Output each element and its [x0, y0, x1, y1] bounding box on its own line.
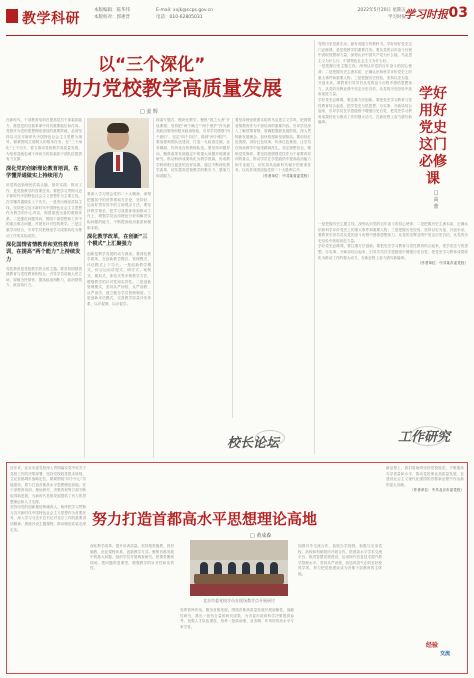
meeting-photo-wall	[190, 540, 288, 560]
article1-para: 用党的创新理论武装头脑、指导实践、推动工作，是党校教学的首要任务。要把学习贯彻习近平新时代中国特色社会主义思想作为主课主线，在学懂弄通做实上下功夫。一是突出理论武装主线，坚持把习近平新时代中国特色社会主义思想作为教学的中心内容，构建系统完备的课程体系。二是强化问题导向，围绕干部思想和工作中的重点难点问题，开展有针对性的教学。三是注重学用结合，引导学员把理论学习成果转化为推动工作的实际成效。	[6, 183, 82, 238]
right-article-para: 一是把握历史主题主线，深刻认识党的百年奋斗的初心使命；二是把握历史主流本质，正确认识和科学评价党史上的重大事件和重要人物；三是把握历史经验，坚持以史为鉴、开创未来。要教育引导学员从党的奋斗历程中感悟思想伟力，从党的光辉业绩中坚定历史自信，从党的历史经验中汲取前进力量。	[318, 64, 412, 97]
bottom-article-author: □ 黄成森	[250, 533, 272, 539]
article-author: □ 姜 辉	[140, 109, 158, 115]
article1-para: 在新时代，干部教育培训在提高党员干部素质能力、推进党的自我革命中具有重要地位和作用。党校作为党的思想理论建设的重要阵地，必须坚持以习近平新时代中国特色社会主义思想为指导，紧紧围绕立德树人的根本任务，在“三个深化”上下功夫，着力推动党校教学高质量发展，为培养造就忠诚干净担当的高素质干部队伍提供有力支撑。	[6, 118, 82, 162]
article1-subheading-3: 深化国情省情教育和党性教育培训，在提高“两个能力”上持续发力	[6, 242, 81, 263]
bottom-article-para: 新征程上，我们将始终坚持党校姓党，不断提高办学质量和水平，推动党校事业高质量发展，在建设社会主义现代化强国的首都新征程中作出新的更大贡献。	[386, 466, 464, 487]
section-marker	[6, 9, 18, 23]
bottom-article-column-5	[386, 466, 464, 632]
article1-column-3	[156, 118, 230, 418]
meeting-photo-table	[194, 574, 284, 584]
experience-exchange-label: 经验	[426, 642, 439, 649]
bottom-article-column-1	[10, 466, 86, 670]
meeting-photo-caption: 北京市委党校学员在现场教学点开展研讨	[203, 598, 275, 603]
page-header	[6, 4, 468, 36]
column-divider	[153, 118, 154, 458]
bottom-article-note: （作者单位：中共北京市委党校）	[410, 488, 464, 493]
author-portrait-photo	[87, 118, 149, 188]
bottom-article-para: 发挥智库作用，服务首都发展。围绕首都高质量发展开展前瞻性、战略性研究，推出一批有分量的研究成果，为市委市政府科学决策提供参考。加强人才队伍建设，培养一批政治强、业务精、作风好的高水平专家学者。	[180, 608, 294, 629]
right-article-column-2	[318, 222, 468, 408]
article1-subheading-2: 深化教学改革，在创新“三个模式”上汇聚强力	[87, 234, 148, 248]
date-line: 2022年5月20日 星期五	[357, 8, 406, 13]
proofreader-line: 本版校对：郭惠晋	[94, 15, 130, 20]
contact-info	[156, 7, 213, 21]
work-research-logo	[396, 414, 456, 450]
bottom-article-title: 努力打造首都高水平思想理论高地	[92, 510, 318, 528]
portrait-hair	[107, 123, 129, 133]
experience-exchange-logo	[422, 634, 462, 664]
work-research-logo-text: 工作研究	[398, 430, 451, 445]
portrait-tie	[116, 155, 120, 171]
article1-para: 创新是教学发展的动力源泉。要深化教学改革，在创新教学模式、管理模式、评估模式上下功夫。一是创新教学模式，综合运用讲授式、研讨式、案例式、模拟式、体验式等多种教学方法，增强教学的针对性和实效性。二是创新管理模式，坚持从严治校、从严治教、从严治学，建立健全学员管理制度。三是创新评估模式，完善教学质量评估体系，以评促教、以评促学。	[87, 251, 151, 306]
article-title-line2: 助力党校教学高质量发展	[62, 76, 282, 100]
page-number: 03	[448, 5, 468, 21]
editor-line: 本版编辑：陈华伟	[94, 8, 130, 13]
meeting-photo	[190, 540, 288, 596]
issue-date	[358, 7, 406, 21]
right-article-author: □ 高 蕾	[433, 190, 439, 210]
article1-para: 党性教育是党校教学的永恒主题。要坚持国情省情教育与党性教育相结合，引导学员站稳人民立场，厚植为民情怀，提高政治判断力、政治领悟力、政治执行力。	[6, 266, 82, 288]
column-divider	[314, 40, 315, 454]
right-article-para: 学好党史必修课，要注重方法创新。要把党史学习教育与党性教育结合起来，把学党史与悟思想、办实事、开新局结合起来，引导学员在学思践悟中增强历史自觉，把党史学习教育成果转化为推动工作的强大动力，在新征程上奋力谱写新篇章。	[318, 244, 468, 260]
meeting-photo-tablecloth	[190, 584, 288, 596]
article1-column-1	[6, 118, 82, 458]
bottom-article-column-2	[90, 544, 174, 670]
article1-column-2	[87, 192, 151, 458]
article1-para: 要深入学习领会党的二十大精神，深刻把握其中的世界观和方法论，坚持好、运用好贯穿其中的立场观点方法。要坚持教学相长，把学习成果体现到推动工作上，增强学员运用理论分析和解决实际问题的能力，不断提高政治素质和履职本领。	[87, 192, 151, 230]
principal-forum-logo	[225, 424, 289, 454]
right-article-para: 学好党史必修课，要注重方法创新。要把党史学习教育与党性教育结合起来，把学党史与悟思想、办实事、开新局结合起来，引导学员在学思践悟中增强历史自觉，把党史学习教育成果转化为推动工作的强大动力，在新征程上奋力谱写新篇章。	[318, 97, 412, 125]
article1-column-4	[235, 118, 311, 418]
section-name: 教学科研	[22, 11, 80, 27]
right-article-title: 学好用好党史这门必修课	[419, 86, 447, 187]
column-divider	[232, 118, 233, 418]
article1-para: 探索专题式、模块化教学，聚焦“国之大者”开设课程。坚持把“两个确立”“两个维护”作为最高政治原则和根本政治规矩，引导学员增强“四个意识”、坚定“四个自信”、做到“两个维护”。要加强师资队伍建设，打造一支政治过硬、业务精湛、作风优良的教师队伍。要坚持问题导向，聚焦改革发展稳定中的重大问题开展调查研究，推动科研成果转化为教学资源，形成教学科研相互促进的良好局面。通过不断深化教学改革，切实提高党校教学的吸引力、感染力和说服力。	[156, 118, 230, 178]
right-article-note: （作者单位：中共某市委党校）	[417, 261, 468, 266]
article1-subheading-1: 深化党的创新理论教育培训，在学懂弄通做实上持续用力	[6, 165, 79, 179]
principal-forum-logo-text: 校长论坛	[227, 436, 280, 451]
bottom-article-para: 加强对外交流合作，拓展办学视野。积极与兄弟党校、高校和科研院所开展合作，搭建高水平学术交流平台。推进智慧党校建设，运用现代信息技术提升教学管理水平。坚持从严治校，营造风清气正的良好校风学风，努力把党校建设成为首都干部教育的主阵地。	[298, 544, 382, 576]
article1-note: （作者单位：中共某省委党校）	[260, 173, 311, 178]
column-divider	[84, 118, 85, 458]
paper-line: 学习时报	[388, 15, 406, 20]
bottom-article-para: 近年来，北京市委党校深入贯彻落实党中央关于党校工作的决策部署，坚持党校姓党根本原则，立足首都城市战略定位，紧紧围绕“四个中心”功能建设，着力打造首都高水平思想理论高地。在干部教育培训、理论研究、决策咨询等方面不断取得新进展，为新时代首都发展提供了有力的思想保证和人才支撑。	[10, 466, 86, 504]
bottom-article-para: 坚持用党的创新理论铸魂育人。始终把学习贯彻习近平新时代中国特色社会主义思想作为首要任务，深入学习习近平总书记对北京工作的重要讲话精神，系统开设主题课程，推动理论武装走深走实。	[10, 505, 86, 532]
right-article-para: 一是把握历史主题主线，深刻认识党的百年奋斗的初心使命；二是把握历史主流本质，正确认识和科学评价党史上的重大事件和重要人物；三是把握历史经验，坚持以史为鉴、开创未来。要教育引导学员从党的奋斗历程中感悟思想伟力，从党的光辉业绩中坚定历史自信，从党的历史经验中汲取前进力量。	[318, 222, 468, 243]
article1-para: 要坚持理论联系实际的马克思主义学风，把国情省情教育作为干部培训的重要内容。引导学员深入了解国情省情，准确把握新发展阶段、深入贯彻新发展理念、加快构建新发展格局。要用好红色资源，讲好红色故事，传承红色基因，让学员在现场教学中接受精神洗礼，坚定理想信念，锤炼党性修养。要坚持把增强党性作为干部教育培训的重点，推动学员在学思践悟中提高政治能力和专业能力，切实担负起新时代赋予的使命任务，以优异成绩迎接党的二十大胜利召开。	[235, 118, 311, 173]
bottom-article-column-3	[180, 608, 294, 670]
masthead-logo: 学习时报	[404, 8, 448, 21]
phone-line: 电话：010-62805031	[156, 15, 203, 20]
email-line: E-mail: xxjk@ccps.gov.cn	[156, 8, 213, 13]
right-article-para: 党的历史是最生动、最有说服力的教科书。学好用好党史这门必修课，是党校教学的重要任务。要从党的百年奋斗历程中汲取智慧和力量，深刻认识中国共产党为什么能、马克思主义为什么行、中国特色社会主义为什么好。	[318, 42, 412, 63]
editor-info	[94, 7, 130, 21]
bottom-article-column-4	[298, 544, 382, 670]
experience-exchange-sub: 交流	[440, 651, 451, 657]
article-title-line1: 以“三个深化”	[98, 55, 206, 75]
bottom-article-para: 深化教学改革，提升培训质量。坚持按需施教、因材施教，优化课程体系，创新教学方式。聚焦首都发展中的重大问题，组织学员开展调查研究，把课堂搬到现场，把问题带进课堂，增强教学的针对性和实效性。	[90, 544, 174, 571]
